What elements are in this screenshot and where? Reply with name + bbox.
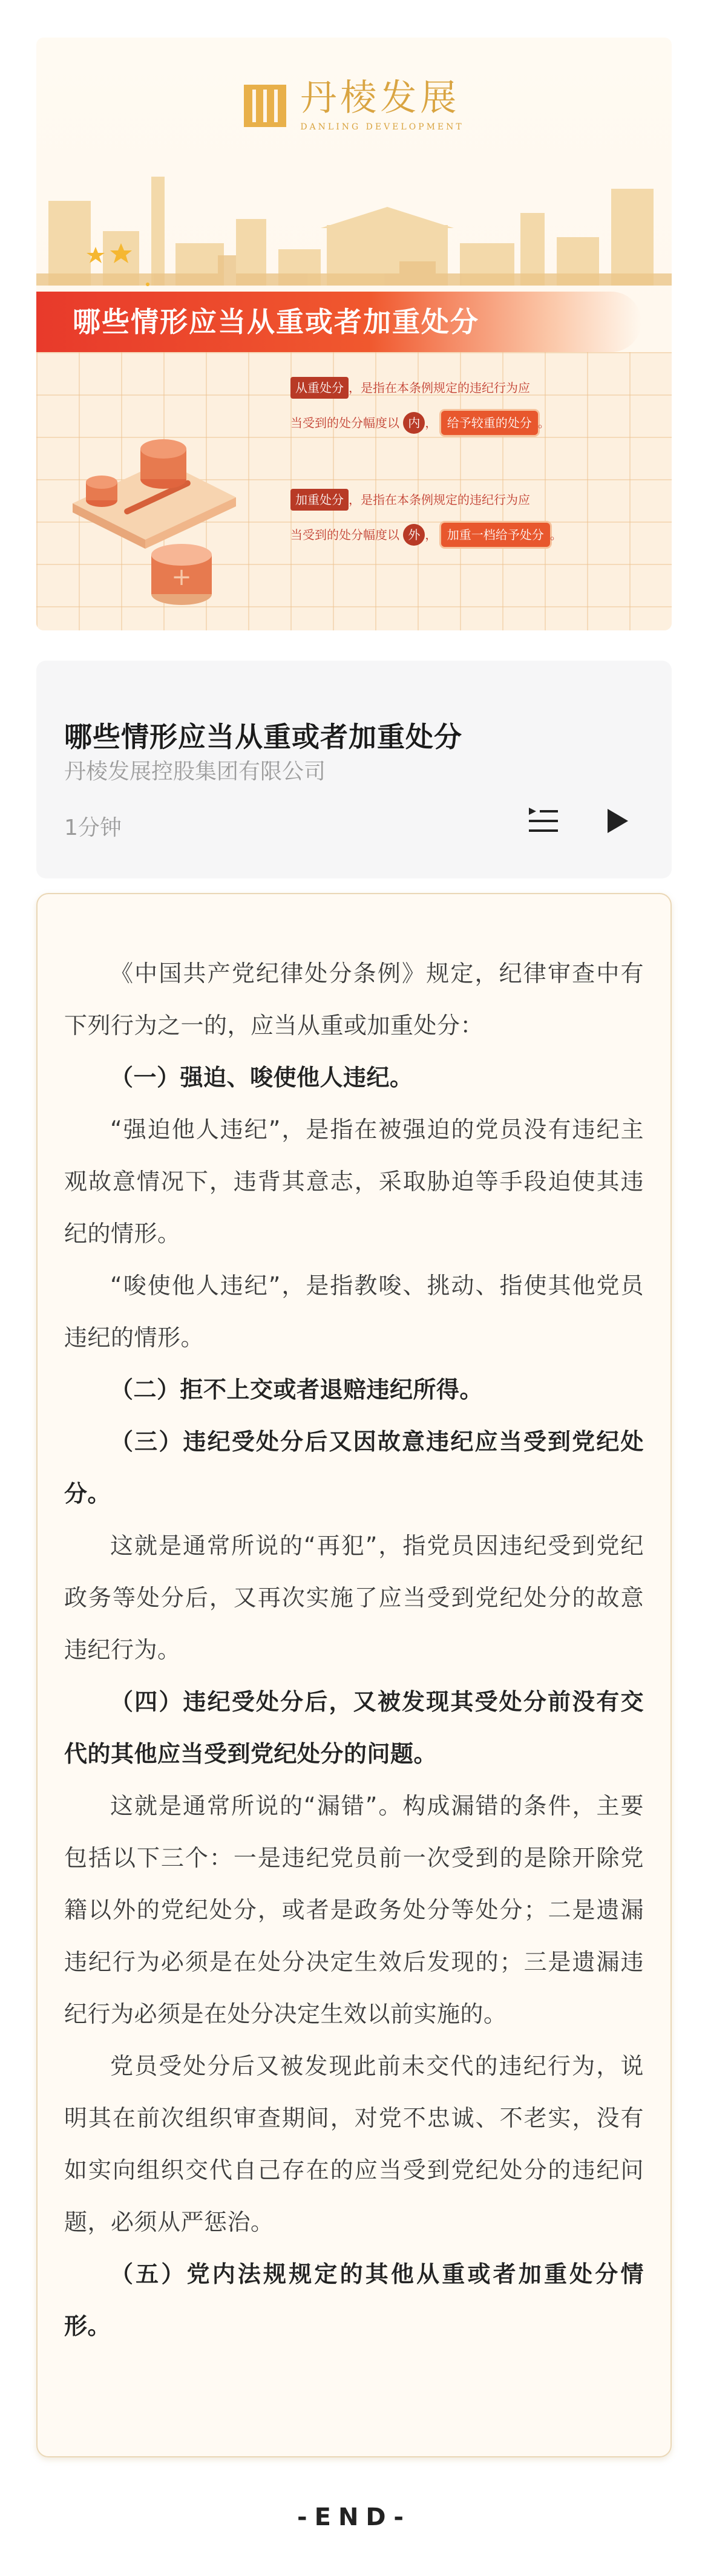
play-icon[interactable]: [598, 803, 634, 839]
paragraph: 《中国共产党纪律处分条例》规定，纪律审查中有下列行为之一的，应当从重或加重处分：: [64, 960, 644, 1039]
paragraph: 这就是通常所说的“漏错”。构成漏错的条件，主要包括以下三个：一是违纪党员前一次受到的是除开除党籍以外的党纪处分，或者是政务处分等处分；二是遗漏违纪行为必须是在处分决定生效后发现的；三是遗漏违纪行为必须是在处分决定生效以前实施的。: [64, 1793, 644, 2027]
logo-name-en: DANLING DEVELOPMENT: [300, 122, 464, 132]
company-logo: [36, 77, 672, 132]
svg-text:+: +: [171, 563, 192, 591]
logo-name-cn: 丹棱发展: [300, 77, 461, 119]
paragraph: “唆使他人违纪”，是指教唆、挑动、指使其他党员违纪的情形。: [64, 1272, 644, 1351]
hero-banner: [36, 38, 672, 630]
end-marker: -END-: [297, 2503, 411, 2531]
audio-source: 丹棱发展控股集团有限公司: [64, 759, 326, 784]
logo-mark-icon: [244, 85, 286, 127]
article-body: [64, 947, 644, 2352]
definition-increased: 加重处分 ，是指在本条例规定的违纪行为应 当受到的处分幅度以 外 ， 加重一档给予处分 。: [290, 482, 666, 552]
section-title-banner: [36, 292, 641, 352]
paragraph-heading: （四）违纪受处分后，又被发现其受处分前没有交代的其他应当受到党纪处分的问题。: [64, 1688, 644, 1767]
stars-decoration: [85, 243, 163, 292]
mark-beyond: 外: [403, 524, 425, 546]
definition-panel: [36, 352, 672, 630]
paragraph-heading: （二）拒不上交或者退赔违纪所得。: [110, 1376, 483, 1403]
banner-title: 哪些情形应当从重或者加重处分: [73, 306, 479, 338]
term-aggravated: 从重处分: [290, 377, 349, 399]
paragraph-heading: （一）强迫、唆使他人违纪。: [110, 1064, 413, 1091]
audio-player-card[interactable]: [36, 661, 672, 878]
paragraph: 党员受处分后又被发现此前未交代的违纪行为，说明其在前次组织审查期间，对党不忠诚、不老实，没有如实向组织交代自己存在的应当受到党纪处分的违纪问题，必须从严惩治。: [64, 2053, 644, 2235]
paragraph: 这就是通常所说的“再犯”，指党员因违纪受到党纪政务等处分后，又再次实施了应当受到党纪处分的故意违纪行为。: [64, 1532, 644, 1663]
mark-within: 内: [403, 412, 425, 434]
tag-one-level-up: 加重一档给予处分: [441, 523, 550, 547]
playlist-icon[interactable]: [525, 803, 562, 839]
term-increased: 加重处分: [290, 489, 349, 511]
tag-heavier: 给予较重的处分: [441, 411, 538, 435]
article-card: [36, 893, 672, 2457]
audio-title: 哪些情形应当从重或者加重处分: [64, 721, 462, 753]
audio-duration: 1分钟: [64, 816, 122, 840]
definition-aggravated: 从重处分 ，是指在本条例规定的违纪行为应 当受到的处分幅度以 内 ， 给予较重的处分 。: [290, 370, 666, 440]
paragraph: “强迫他人违纪”，是指在被强迫的党员没有违纪主观故意情况下，违背其意志，采取胁迫等手段迫使其违纪的情形。: [64, 1116, 644, 1247]
isometric-illustration: [61, 376, 278, 606]
paragraph-heading: （五）党内法规规定的其他从重或者加重处分情形。: [64, 2261, 644, 2339]
paragraph-heading: （三）违纪受处分后又因故意违纪应当受到党纪处分。: [64, 1428, 644, 1507]
